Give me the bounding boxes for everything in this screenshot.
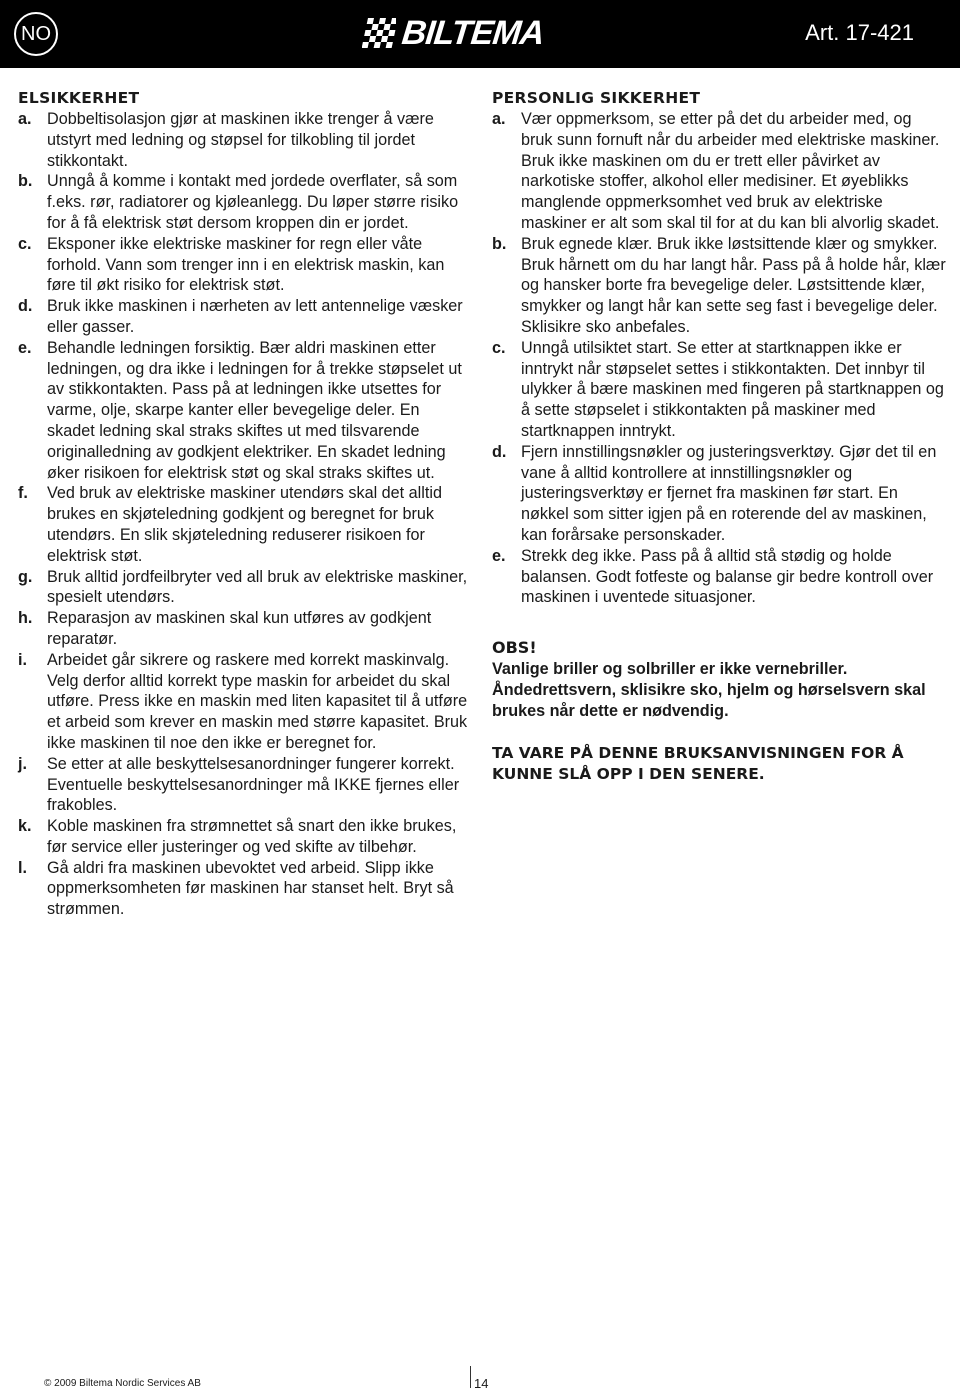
list-item [18, 296, 470, 338]
electrical-safety-heading: ELSIKKERHET [18, 89, 140, 107]
item-letter: d. [18, 297, 33, 316]
item-letter: j. [18, 754, 27, 773]
note-block [492, 638, 947, 721]
list-item [18, 650, 470, 754]
item-text: Dobbeltisolasjon gjør at maskinen ikke trenger å være utstyrt med ledning og støpsel for tilkobling til jordet stikkontakt. [47, 110, 434, 170]
list-item [18, 816, 470, 858]
list-item [18, 234, 470, 296]
left-column [18, 88, 470, 920]
personal-safety-heading: PERSONLIG SIKKERHET [492, 89, 701, 107]
list-item [492, 234, 947, 338]
biltema-logo [362, 13, 546, 52]
item-text: Bruk egnede klær. Bruk ikke løstsittende klær og smykker. Bruk hårnett om du har langt hår. Pass på å holde hår, klær og hansker borte fra bevegelige deler. Løstsittende klær, smykker og langt hår kan sette seg fast i bevegelige deler. Sklisikre sko anbefales. [521, 234, 946, 336]
item-text: Se etter at alle beskyttelsesanordninger fungerer korrekt. Eventuelle beskyttelsesanordninger må IKKE fjernes eller frakobles. [47, 754, 460, 815]
note-text: Vanlige briller og solbriller er ikke vernebriller. Åndedrettsvern, sklisikre sko, hjelm og hørselsvern skal brukes når dette er nødvendig. [492, 659, 926, 720]
item-text: Arbeidet går sikrere og raskere med korrekt maskinvalg. Velg derfor alltid korrekt type maskin for arbeidet du skal utføre. Press ikke en maskin med liten kapasitet til å utføre et arbeid som krever en maskin med større kapasitet. Bruk ikke maskinen til noe den ikke er beregnet for. [47, 650, 468, 752]
item-text: Bruk ikke maskinen i nærheten av lett antennelige væsker eller gasser. [47, 297, 463, 336]
note-title: OBS! [492, 638, 537, 658]
item-letter: c. [492, 338, 506, 357]
item-letter: b. [18, 172, 33, 191]
item-text: Gå aldri fra maskinen ubevoktet ved arbeid. Slipp ikke oppmerksomheten før maskinen har stanset helt. Bryt så strømmen. [47, 858, 454, 919]
keep-manual-notice: TA VARE PÅ DENNE BRUKSANVISNINGEN FOR Å KUNNE SLÅ OPP I DEN SENERE. [492, 744, 904, 784]
article-number: Art. 17-421 [805, 20, 914, 45]
item-letter: a. [492, 110, 506, 128]
list-item [18, 608, 470, 650]
personal-safety-list [492, 109, 947, 608]
item-letter: c. [18, 234, 32, 253]
right-column [492, 88, 947, 785]
item-text: Ved bruk av elektriske maskiner utendørs skal det alltid brukes en skjøteledning godkjent og beregnet for bruk utendørs. En slik skjøteledning reduserer risikoen for elektrisk støt. [47, 484, 442, 565]
list-item [18, 483, 470, 566]
item-letter: l. [18, 858, 27, 877]
item-text: Strekk deg ikke. Pass på å alltid stå stødig og holde balansen. Godt fotfeste og balanse gir bedre kontroll over maskinen i uventede situasjoner. [521, 546, 934, 607]
item-letter: g. [18, 567, 33, 586]
list-item [18, 858, 470, 920]
language-badge: NO [14, 12, 58, 56]
page-number: 14 [474, 1376, 489, 1391]
item-letter: h. [18, 609, 33, 628]
item-text: Vær oppmerksom, se etter på det du arbeider med, og bruk sunn fornuft når du arbeider med elektriske maskiner. Bruk ikke maskinen om du er trett eller påvirket av narkotiske stoffer, alkohol eller medisiner. Et øyeblikks manglende oppmerksomhet ved bruk av elektriske maskiner er alt som skal til for at du kan bli alvorlig skadet. [521, 110, 940, 232]
copyright-notice: © 2009 Biltema Nordic Services AB [44, 1378, 201, 1389]
checkered-flag-icon [362, 18, 396, 48]
list-item [492, 109, 947, 234]
item-letter: f. [18, 484, 28, 503]
footer-divider [470, 1366, 471, 1388]
item-letter: e. [18, 338, 32, 357]
item-text: Behandle ledningen forsiktig. Bær aldri maskinen etter ledningen, og dra ikke i ledningen for å trekke støpselet ut av stikkontakten. Pass på at ledningen ikke utsettes for varme, olje, skarpe kanter eller bevegelige deler. En skadet ledning skal straks skiftes ut med tilsvarende originalledning av godkjent elektriker. En skadet ledning øker risikoen for elektrisk støt og skal straks skiftes ut. [47, 338, 462, 482]
list-item [18, 171, 470, 233]
list-item [18, 109, 470, 171]
item-text: Bruk alltid jordfeilbryter ved all bruk av elektriske maskiner, spesielt utendørs. [47, 567, 468, 607]
brand-name: BILTEMA [400, 13, 546, 52]
list-item [492, 442, 947, 546]
item-letter: i. [18, 650, 27, 669]
list-item [492, 338, 947, 442]
item-letter: k. [18, 817, 32, 836]
item-letter: e. [492, 546, 506, 565]
item-letter: d. [492, 442, 507, 461]
item-text: Eksponer ikke elektriske maskiner for regn eller våte forhold. Vann som trenger inn i en elektrisk maskin, kan føre til økt risiko for elektrisk støt. [47, 234, 445, 295]
item-text: Unngå utilsiktet start. Se etter at startknappen ikke er inntrykt når støpselet settes i stikkontakten. Det innbyr til ulykker å bære maskinen med fingeren på startknappen og å sette støpselet i stikkontakten på maskiner med startknappen inntrykt. [521, 338, 944, 440]
list-item [18, 338, 470, 484]
page-header [0, 0, 960, 68]
list-item [18, 567, 470, 609]
electrical-safety-list [18, 109, 470, 920]
item-text: Fjern innstillingsnøkler og justeringsverktøy. Gjør det til en vane å alltid kontrollere at innstillingsnøkler og justeringsverktøy er fjernet fra maskinen før start. En nøkkel som sitter igjen på en roterende del av maskinen, kan forårsake personskader. [521, 442, 937, 544]
list-item [18, 754, 470, 816]
item-text: Unngå å komme i kontakt med jordede overflater, så som f.eks. rør, radiatorer og kjøleanlegg. Du løper større risiko for å få elektrisk støt dersom kroppen din er jordet. [47, 172, 459, 232]
item-text: Reparasjon av maskinen skal kun utføres av godkjent reparatør. [47, 609, 432, 648]
item-letter: b. [492, 234, 507, 253]
list-item [492, 546, 947, 608]
item-letter: a. [18, 110, 32, 128]
item-text: Koble maskinen fra strømnettet så snart den ikke brukes, før service eller justeringer og ved skifte av tilbehør. [47, 817, 457, 856]
